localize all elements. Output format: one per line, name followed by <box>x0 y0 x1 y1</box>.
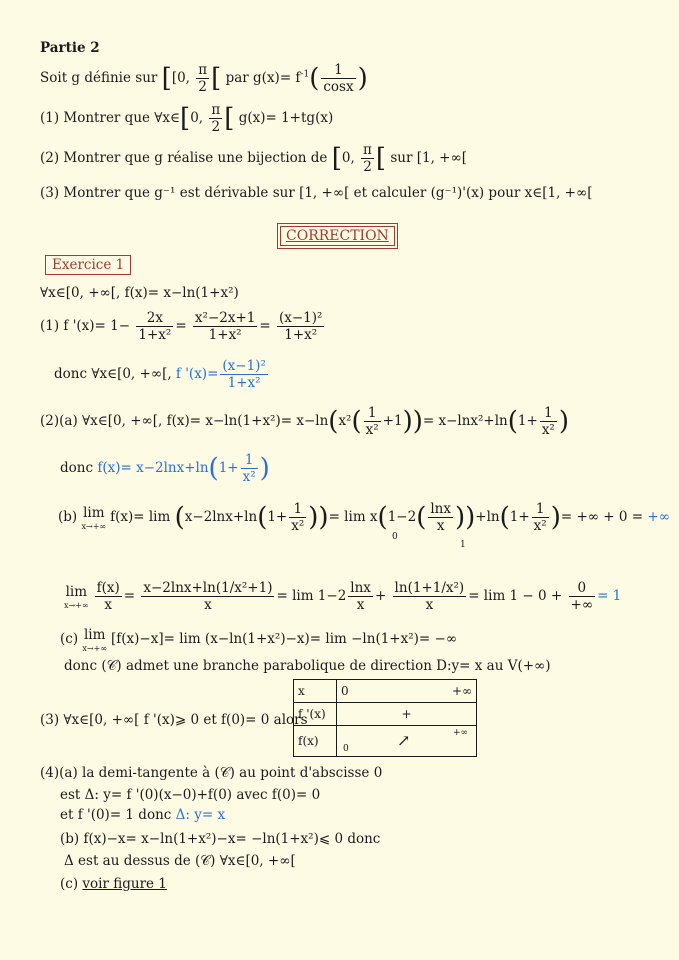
question-4a-1: (4)(a) la demi-tangente à (𝒞) au point d'abscisse 0 <box>40 765 383 781</box>
increasing-arrow-icon: ↗ <box>397 731 411 750</box>
function-definition: ∀x∈[0, +∞[, f(x)= x−ln(1+x²) <box>40 285 239 301</box>
question-4b-1: (b) f(x)−x= x−ln(1+x²)−x= −ln(1+x²)⩽ 0 donc <box>60 831 381 847</box>
question-4b-2: Δ est au dessus de (𝒞) ∀x∈[0, +∞[ <box>64 853 296 869</box>
question-2a-result: donc f(x)= x−2lnx+ln(1+ $\frac{1}{\text{x²}}$ ) <box>60 452 270 485</box>
question-4a-2: est Δ: y= f '(0)(x−0)+f(0) avec f(0)= 0 <box>60 787 321 803</box>
underbrace-zero: 0 <box>392 532 398 542</box>
question-3: (3) ∀x∈[0, +∞[ f '(x)⩾ 0 et f(0)= 0 alors <box>40 712 308 728</box>
question-3: (3) Montrer que g⁻¹ est dérivable sur [1, +∞[ et calculer (g⁻¹)'(x) pour x∈[1, +∞[ <box>40 185 593 201</box>
question-4a-3: et f '(0)= 1 donc Δ: y= x <box>60 807 226 823</box>
derivative-line: (1) f '(x)= 1− $\frac{2x}{\text{1+x²}}$ = $\frac{\text{x²−2x+1}}{\text{1+x²}}$ = $\frac{\text{(x−1)²}}{\text{1+x²}}$ <box>40 310 323 343</box>
question-1: (1) Montrer que ∀x∈[0, $\frac{\pi}{2}$ [ g(x)= 1+tg(x) <box>40 102 334 135</box>
underbrace-one: 1 <box>460 540 466 550</box>
question-2: (2) Montrer que g réalise une bijection de [0, $\frac{\pi}{2}$ [ sur [1, +∞[ <box>40 142 468 175</box>
derivative-result: donc ∀x∈[0, +∞[, f '(x)= $\frac{\text{(x−1)²}}{\text{1+x²}}$ <box>54 358 266 391</box>
exercise-label: Exercice 1 <box>45 255 131 275</box>
definition-line: Soit g définie sur [[0, $\frac{\pi}{2}$ [ par $g(x)= f^{-1}$( $\frac{1}{\cos x}$ ) <box>40 62 368 95</box>
limit-fx-over-x: lim x→+∞ $\frac{f(x)}{x}$ = $\frac{\text{x−2lnx+ln(1/x²+1)}}{x}$ = lim 1−2 $\frac{\ln x}{x}$ + $\frac{\text{ln(1+1/x²)}}{x}$ = lim 1 − 0 + $\frac{0}{+\infty}$ = 1 <box>64 580 622 613</box>
parabolic-branch: donc (𝒞) admet une branche parabolique de direction D:y= x au V(+∞) <box>64 658 551 674</box>
section-title: Partie 2 <box>40 40 100 56</box>
figure-link[interactable]: voir figure 1 <box>82 876 167 892</box>
variation-table: x 0 +∞ f '(x) + f(x) 0 ↗ +∞ <box>293 679 477 757</box>
limit-2c: (c) lim x→+∞ [f(x)−x]= lim (x−ln(1+x²)−x)= lim −ln(1+x²)= −∞ <box>60 627 458 653</box>
correction-heading: CORRECTION <box>280 226 395 246</box>
limit-2b: (b) lim x→+∞ f(x)= lim (x−2lnx+ln(1+ $\frac{1}{\text{x²}}$ ))= lim x(1−2( $\frac{\ln x}{x}$ ))+ln(1+ $\frac{1}{\text{x²}}$ )= +∞ + 0 = +∞ <box>58 501 670 534</box>
question-4c: (c) voir figure 1 <box>60 876 167 892</box>
question-2a: (2)(a) ∀x∈[0, +∞[, f(x)= x−ln(1+x²)= x−ln(x²( $\frac{1}{\text{x²}}$ +1))= x−lnx²+ln(1+ $\frac{1}{\text{x²}}$ ) <box>40 405 569 438</box>
